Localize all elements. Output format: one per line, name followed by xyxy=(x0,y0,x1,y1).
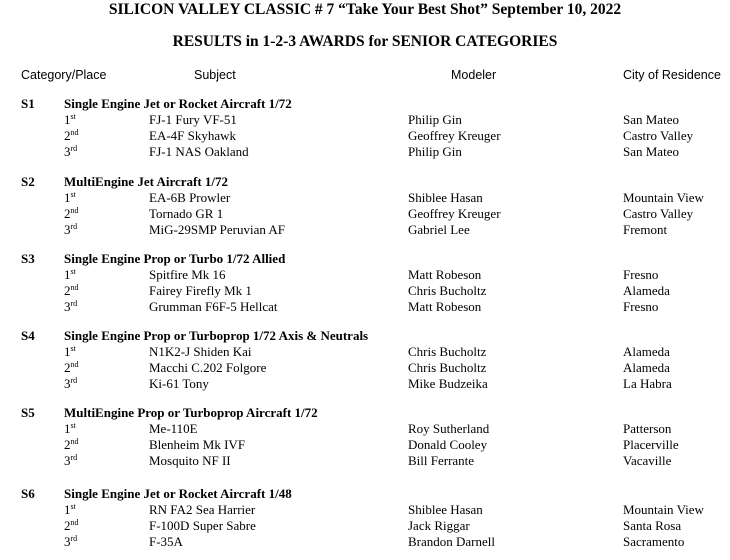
place-number: 2 xyxy=(64,437,71,452)
result-modeler: Matt Robeson xyxy=(408,267,482,282)
category-title: MultiEngine Prop or Turboprop Aircraft 1/72 xyxy=(64,405,318,420)
place-label xyxy=(64,376,77,392)
document-title: SILICON VALLEY CLASSIC # 7 “Take Your Best Shot” September 10, 2022 xyxy=(108,1,622,18)
result-subject: Macchi C.202 Folgore xyxy=(149,360,267,375)
place-number: 2 xyxy=(64,206,71,221)
place-label xyxy=(64,112,76,128)
place-suffix: rd xyxy=(70,222,78,231)
place-suffix: st xyxy=(70,190,76,199)
result-modeler: Brandon Darnell xyxy=(408,534,496,549)
place-label xyxy=(64,190,76,206)
place-number: 2 xyxy=(64,360,71,375)
result-subject: F-35A xyxy=(149,534,183,549)
result-city: Santa Rosa xyxy=(623,518,682,533)
place-number: 1 xyxy=(64,267,71,282)
place-number: 1 xyxy=(64,421,71,436)
category-title: Single Engine Jet or Rocket Aircraft 1/72 xyxy=(64,96,292,111)
category-code: S4 xyxy=(21,328,35,343)
place-suffix: rd xyxy=(70,376,78,385)
category-code: S6 xyxy=(21,486,35,501)
place-number: 3 xyxy=(64,299,71,314)
result-modeler: Chris Bucholtz xyxy=(408,283,487,298)
result-city: Alameda xyxy=(623,283,670,298)
place-number: 3 xyxy=(64,534,71,549)
result-subject: Grumman F6F-5 Hellcat xyxy=(149,299,278,314)
result-modeler: Shiblee Hasan xyxy=(408,190,483,205)
place-suffix: st xyxy=(70,502,76,511)
place-number: 1 xyxy=(64,344,71,359)
place-label xyxy=(64,344,76,360)
result-modeler: Donald Cooley xyxy=(408,437,488,452)
place-number: 3 xyxy=(64,144,71,159)
place-suffix: st xyxy=(70,344,76,353)
place-number: 2 xyxy=(64,283,71,298)
result-city: Fresno xyxy=(623,299,659,314)
result-subject: FJ-1 NAS Oakland xyxy=(149,144,249,159)
place-label xyxy=(64,534,77,550)
place-number: 3 xyxy=(64,376,71,391)
result-modeler: Philip Gin xyxy=(408,112,462,127)
place-label xyxy=(64,502,76,518)
result-subject: MiG-29SMP Peruvian AF xyxy=(149,222,286,237)
result-city: Vacaville xyxy=(623,453,672,468)
result-subject: F-100D Super Sabre xyxy=(149,518,256,533)
result-subject: Mosquito NF II xyxy=(149,453,231,468)
place-suffix: st xyxy=(70,112,76,121)
place-suffix: rd xyxy=(70,453,78,462)
result-modeler: Roy Sutherland xyxy=(408,421,490,436)
document-subtitle: RESULTS in 1-2-3 AWARDS for SENIOR CATEGORIES xyxy=(172,33,558,50)
place-suffix: nd xyxy=(70,206,79,215)
result-city: Castro Valley xyxy=(623,206,694,221)
result-city: Mountain View xyxy=(623,190,704,205)
result-subject: Tornado GR 1 xyxy=(149,206,224,221)
result-modeler: Mike Budzeika xyxy=(408,376,488,391)
result-city: Fremont xyxy=(623,222,668,237)
result-modeler: Gabriel Lee xyxy=(408,222,470,237)
place-label xyxy=(64,360,79,376)
result-subject: Me-110E xyxy=(149,421,198,436)
result-city: Alameda xyxy=(623,344,670,359)
result-subject: Spitfire Mk 16 xyxy=(149,267,226,282)
place-suffix: nd xyxy=(70,518,79,527)
result-city: Fresno xyxy=(623,267,659,282)
place-number: 1 xyxy=(64,502,71,517)
category-code: S3 xyxy=(21,251,35,266)
category-code: S1 xyxy=(21,96,35,111)
result-city: La Habra xyxy=(623,376,672,391)
result-city: Castro Valley xyxy=(623,128,694,143)
result-city: San Mateo xyxy=(623,112,679,127)
result-subject: Ki-61 Tony xyxy=(149,376,209,391)
result-subject: RN FA2 Sea Harrier xyxy=(149,502,256,517)
result-subject: N1K2-J Shiden Kai xyxy=(149,344,252,359)
result-modeler: Philip Gin xyxy=(408,144,462,159)
place-suffix: nd xyxy=(70,283,79,292)
result-modeler: Chris Bucholtz xyxy=(408,360,487,375)
place-suffix: st xyxy=(70,421,76,430)
place-label xyxy=(64,206,79,222)
place-label xyxy=(64,518,79,534)
result-modeler: Shiblee Hasan xyxy=(408,502,483,517)
place-label xyxy=(64,453,77,469)
column-header-modeler: Modeler xyxy=(451,68,497,82)
category-code: S2 xyxy=(21,174,35,189)
result-modeler: Matt Robeson xyxy=(408,299,482,314)
result-subject: EA-4F Skyhawk xyxy=(149,128,237,143)
category-title: Single Engine Prop or Turboprop 1/72 Axis & Neutrals xyxy=(64,328,369,343)
place-label xyxy=(64,128,79,144)
category-title: Single Engine Prop or Turbo 1/72 Allied xyxy=(64,251,286,266)
place-label xyxy=(64,437,79,453)
result-city: Sacramento xyxy=(623,534,685,549)
place-suffix: rd xyxy=(70,144,78,153)
place-suffix: rd xyxy=(70,534,78,543)
place-number: 2 xyxy=(64,128,71,143)
place-suffix: nd xyxy=(70,437,79,446)
place-label xyxy=(64,299,77,315)
column-header-subject: Subject xyxy=(194,68,236,82)
place-number: 1 xyxy=(64,112,71,127)
category-title: MultiEngine Jet Aircraft 1/72 xyxy=(64,174,229,189)
place-label xyxy=(64,267,76,283)
place-label xyxy=(64,222,77,238)
result-city: Mountain View xyxy=(623,502,704,517)
result-city: Placerville xyxy=(623,437,679,452)
place-number: 2 xyxy=(64,518,71,533)
result-modeler: Chris Bucholtz xyxy=(408,344,487,359)
place-label xyxy=(64,144,77,160)
result-modeler: Jack Riggar xyxy=(408,518,470,533)
result-city: Patterson xyxy=(623,421,672,436)
place-label xyxy=(64,421,76,437)
result-city: Alameda xyxy=(623,360,670,375)
place-number: 3 xyxy=(64,222,71,237)
place-number: 3 xyxy=(64,453,71,468)
place-label xyxy=(64,283,79,299)
category-title: Single Engine Jet or Rocket Aircraft 1/48 xyxy=(64,486,292,501)
result-modeler: Bill Ferrante xyxy=(408,453,475,468)
column-header-category-place: Category/Place xyxy=(21,68,107,82)
result-subject: EA-6B Prowler xyxy=(149,190,231,205)
category-code: S5 xyxy=(21,405,35,420)
result-modeler: Geoffrey Kreuger xyxy=(408,206,501,221)
result-city: San Mateo xyxy=(623,144,679,159)
result-subject: Fairey Firefly Mk 1 xyxy=(149,283,252,298)
place-suffix: rd xyxy=(70,299,78,308)
place-suffix: nd xyxy=(70,360,79,369)
result-modeler: Geoffrey Kreuger xyxy=(408,128,501,143)
result-subject: FJ-1 Fury VF-51 xyxy=(149,112,237,127)
place-suffix: nd xyxy=(70,128,79,137)
column-header-city: City of Residence xyxy=(623,68,721,82)
result-subject: Blenheim Mk IVF xyxy=(149,437,246,452)
place-number: 1 xyxy=(64,190,71,205)
place-suffix: st xyxy=(70,267,76,276)
